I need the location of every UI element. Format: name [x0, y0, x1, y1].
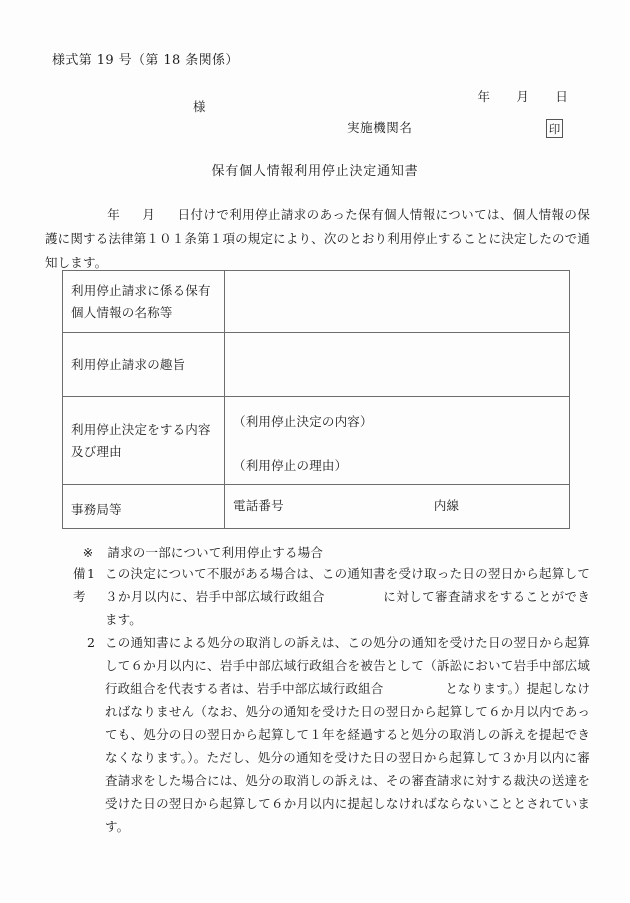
remark-1-text-before: この決定について不服がある場合は、この通知書を受け取った日の翌日から起算して３か月以内に、岩手中部広域行政組合	[105, 566, 590, 604]
remarks-label: 備考	[73, 566, 86, 604]
table-row	[63, 485, 570, 529]
remark-item-1	[45, 562, 590, 631]
page-title: 保有個人情報利用停止決定通知書	[211, 164, 419, 179]
remark-number-1: 1	[87, 566, 95, 581]
row-label-request-purpose: 利用停止請求の趣旨	[63, 333, 225, 397]
row-label-decision-content: 利用停止決定をする内容及び理由	[63, 397, 225, 485]
secretariat-label-wrapper	[71, 493, 216, 521]
issuer-organization-label: 実施機関名	[347, 120, 413, 135]
form-number: 様式第 19 号（第 18 条関係）	[52, 53, 239, 68]
remarks-section	[45, 562, 590, 838]
recipient-honorific: 様	[193, 99, 206, 114]
remark-2-text-before: この通知書による処分の取消しの訴えは、この処分の通知を受けた日の翌日から起算して６か月以内に、岩手中部広域行政組合を被告として（訴訟において岩手中部広域行政組合を代表する者は、岩手中部広域行政組合	[105, 635, 590, 696]
date-month-label: 月	[516, 88, 530, 104]
intro-paragraph	[45, 203, 590, 275]
row-value-requested-info[interactable]	[225, 271, 570, 333]
row-value-secretariat[interactable]	[225, 485, 570, 529]
remark-2-paragraph	[105, 631, 590, 838]
decision-details-table	[62, 270, 570, 529]
decision-reason-placeholder: （利用停止の理由）	[233, 457, 348, 473]
remark-body-2	[105, 631, 590, 838]
table-row	[63, 397, 570, 485]
secretariat-label-text: 事務局等	[71, 501, 122, 517]
intro-text: 日付けで利用停止請求のあった保有個人情報については、個人情報の保護に関する法律第１０１条第１項の規定により、次のとおり利用停止することに決定したので通知します。	[45, 207, 590, 270]
seal-stamp-box: 印	[546, 119, 563, 138]
remark-item-2	[45, 631, 590, 838]
intro-year: 年	[107, 207, 121, 222]
note-mark-icon: ※	[82, 544, 94, 560]
remark-number-2: 2	[87, 635, 95, 650]
table-row	[63, 271, 570, 333]
extension-label: 内線	[433, 497, 460, 513]
intro-month: 月	[142, 207, 156, 222]
row-label-requested-info: 利用停止請求に係る保有個人情報の名称等	[63, 271, 225, 333]
date-day-label: 日	[555, 88, 569, 104]
row-label-secretariat	[63, 485, 225, 529]
telephone-label: 電話番号	[233, 497, 284, 513]
date-line	[460, 78, 568, 116]
remark-1-paragraph	[105, 562, 590, 631]
row-value-decision-content[interactable]	[225, 397, 570, 485]
remark-body-1	[105, 562, 590, 631]
contact-row	[233, 495, 561, 519]
decision-content-wrapper	[233, 405, 561, 477]
remark-1-text-after: に対して審査請求をすることができます。	[105, 589, 590, 627]
remark-2-text-after: となります。）提起しなければなりません（なお、処分の通知を受けた日の翌日から起算して６か月以内であっても、処分の日の翌日から起算して１年を経過すると処分の取消しの訴えを提起できなくなります。）。ただし、処分の通知を受けた日の翌日から起算して３か月以内に審査請求をした場合には、処分の取消しの訴えは、その審査請求に対する裁決の送達を受けた日の翌日から起算して６か月以内に提起しなければならないこととされています。	[105, 681, 590, 834]
date-year-label: 年	[477, 88, 491, 104]
decision-content-placeholder: （利用停止決定の内容）	[233, 413, 373, 429]
row-value-request-purpose[interactable]	[225, 333, 570, 397]
note-text: 請求の一部について利用停止する場合	[107, 544, 324, 560]
table-row	[63, 333, 570, 397]
